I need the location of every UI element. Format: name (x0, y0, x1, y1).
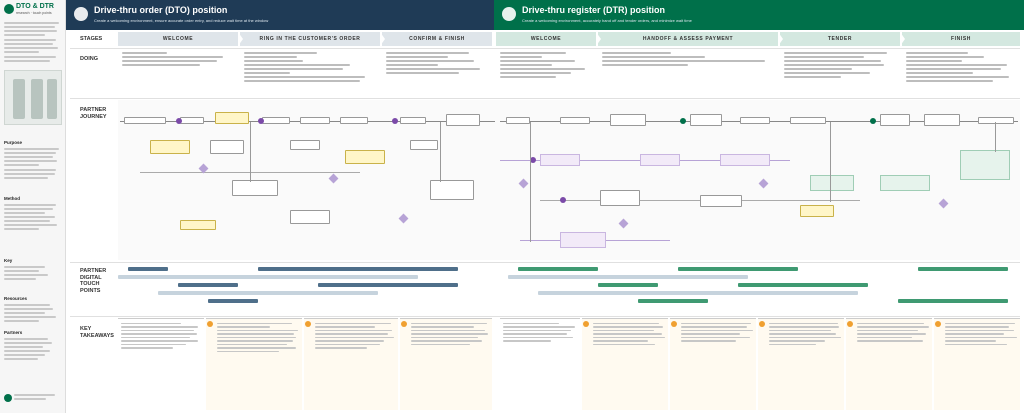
takeaway-card (118, 318, 204, 410)
station-photos (4, 70, 62, 125)
flow-connector (830, 122, 831, 202)
sidebar-intro-text (4, 22, 62, 64)
journey-step (446, 114, 480, 126)
doing-dtr-handoff (602, 52, 774, 94)
doing-dto-ring-in (244, 52, 376, 94)
row-label-touch-points: PARTNER DIGITAL TOUCH POINTS (80, 268, 107, 294)
journey-step (700, 195, 742, 207)
row-divider (70, 98, 1020, 99)
sidebar-title: DTO & DTR (16, 3, 54, 10)
takeaway-marker-icon (759, 321, 765, 327)
journey-note (215, 112, 249, 124)
stage-dto-confirm: CONFIRM & FINISH (382, 32, 492, 46)
photo-dtr-station (47, 79, 57, 119)
row-label-journey: PARTNER JOURNEY (80, 107, 107, 120)
doing-dtr-welcome (500, 52, 594, 94)
journey-milestone-dot (560, 197, 566, 203)
dtr-header (494, 0, 1024, 30)
journey-branch-band (880, 175, 930, 191)
journey-step (880, 114, 910, 126)
takeaway-card (304, 318, 398, 410)
journey-branch-band (720, 154, 770, 166)
sidebar-purpose-text (4, 148, 62, 181)
flow-connector (440, 122, 441, 182)
journey-branch-band (960, 150, 1010, 180)
journey-step (290, 140, 320, 150)
journey-step (262, 117, 290, 124)
journey-step (300, 117, 330, 124)
sidebar-key-legend (4, 266, 62, 282)
row-divider (70, 262, 1020, 263)
journey-step (560, 117, 590, 124)
doing-dtr-tender (784, 52, 898, 94)
journey-milestone-dot (680, 118, 686, 124)
journey-branch-band (640, 154, 680, 166)
journey-step (124, 117, 166, 124)
journey-note (800, 205, 834, 217)
sidebar-method-text (4, 204, 62, 232)
takeaway-card (846, 318, 932, 410)
journey-branch-band (560, 232, 606, 248)
sidebar-resources-text (4, 304, 62, 324)
row-divider (70, 316, 1020, 317)
stage-dto-ring-in: RING IN THE CUSTOMER'S ORDER (240, 32, 380, 46)
takeaway-card (758, 318, 844, 410)
touch-point-row (118, 274, 1020, 280)
takeaway-card (582, 318, 668, 410)
journey-step (290, 210, 330, 224)
row-label-takeaways: KEY TAKEAWAYS (80, 326, 114, 339)
row-label-doing: DOING (80, 56, 99, 62)
sidebar-purpose-heading: Purpose (4, 140, 23, 145)
stage-dtr-finish: FINISH (902, 32, 1020, 46)
journey-step (180, 117, 204, 124)
journey-note (180, 220, 216, 230)
dtr-subtitle: Create a welcoming environment, accurately hand off and tender orders, and minimize wait time (522, 18, 692, 23)
journey-step (790, 117, 826, 124)
row-label-stages: STAGES (80, 36, 103, 42)
journey-note (150, 140, 190, 154)
journey-milestone-dot (870, 118, 876, 124)
stage-dtr-welcome: WELCOME (496, 32, 596, 46)
takeaway-marker-icon (583, 321, 589, 327)
stage-dto-welcome: WELCOME (118, 32, 238, 46)
takeaway-marker-icon (305, 321, 311, 327)
takeaway-marker-icon (671, 321, 677, 327)
sidebar (0, 0, 66, 413)
journey-step (506, 117, 530, 124)
flow-connector (995, 122, 996, 152)
journey-step (340, 117, 368, 124)
starbucks-logo-icon (4, 4, 14, 14)
dtr-title: Drive-thru register (DTR) position (522, 5, 666, 15)
journey-step (400, 117, 426, 124)
journey-milestone-dot (258, 118, 264, 124)
stage-dtr-handoff: HANDOFF & ASSESS PAYMENT (598, 32, 778, 46)
touch-point-row (118, 282, 1020, 288)
sidebar-resources-heading: Resources (4, 296, 28, 301)
journey-step (410, 140, 438, 150)
touch-point-row (118, 290, 1020, 296)
footer-logo-icon (4, 394, 12, 402)
stage-chevron (778, 32, 783, 46)
sidebar-partners-heading: Partners (4, 330, 23, 335)
drive-thru-order-icon (74, 7, 88, 21)
photo-screen (31, 79, 43, 119)
sidebar-footer (4, 392, 62, 408)
journey-step (232, 180, 278, 196)
journey-branch-band (810, 175, 854, 191)
journey-branch-band (540, 154, 580, 166)
journey-step (610, 114, 646, 126)
flow-connector (530, 122, 531, 242)
touch-point-row (118, 298, 1020, 304)
touch-point-row (118, 266, 1020, 272)
journey-milestone-dot (176, 118, 182, 124)
journey-step (978, 117, 1014, 124)
stage-chevron (596, 32, 601, 46)
row-divider (70, 48, 1020, 49)
sidebar-partners-text (4, 338, 62, 362)
journey-step (924, 114, 960, 126)
sidebar-method-heading: Method (4, 196, 20, 201)
takeaway-marker-icon (847, 321, 853, 327)
journey-step (690, 114, 722, 126)
takeaway-marker-icon (935, 321, 941, 327)
journey-milestone-dot (392, 118, 398, 124)
journey-step (210, 140, 244, 154)
dto-header (66, 0, 494, 30)
stage-chevron (900, 32, 905, 46)
takeaway-card (206, 318, 302, 410)
takeaway-card (934, 318, 1020, 410)
journey-step (740, 117, 770, 124)
takeaway-card (400, 318, 492, 410)
doing-dto-confirm (386, 52, 490, 94)
takeaway-card (670, 318, 756, 410)
takeaway-marker-icon (401, 321, 407, 327)
doing-dtr-finish (906, 52, 1018, 94)
dto-subtitle: Create a welcoming environment, ensure accurate order entry, and reduce wait time at the window (94, 18, 269, 23)
sidebar-subtitle: research · touch points (16, 11, 52, 15)
sidebar-key-heading: Key (4, 258, 13, 263)
doing-dto-welcome (122, 52, 234, 94)
stage-dtr-tender: TENDER (780, 32, 900, 46)
takeaway-marker-icon (207, 321, 213, 327)
takeaway-card (500, 318, 580, 410)
stage-chevron (238, 32, 243, 46)
journey-note (345, 150, 385, 164)
drive-thru-register-icon (502, 7, 516, 21)
journey-step (430, 180, 474, 200)
flow-connector (250, 122, 251, 182)
photo-dto-station (13, 79, 25, 119)
dto-title: Drive-thru order (DTO) position (94, 5, 228, 15)
journey-step (600, 190, 640, 206)
stage-chevron (380, 32, 385, 46)
